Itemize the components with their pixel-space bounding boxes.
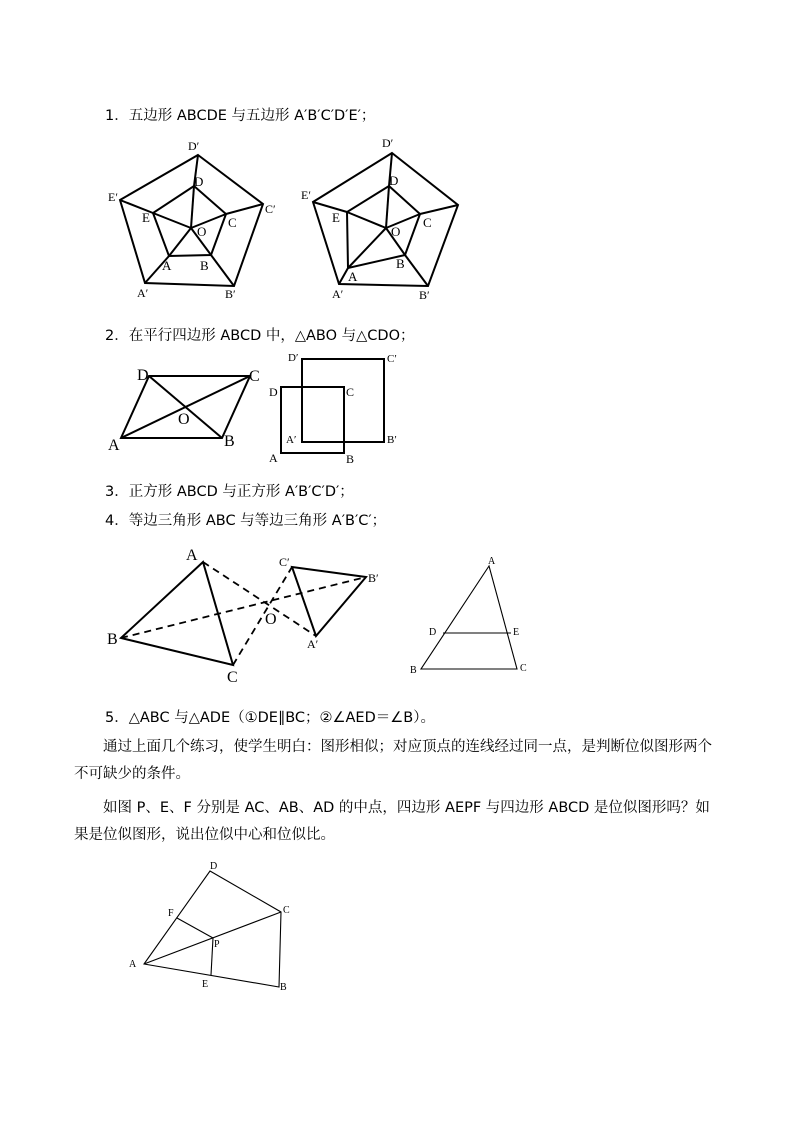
label-d-prime: D′ <box>288 352 299 364</box>
label-e-prime: E′ <box>301 188 311 202</box>
segment-pe <box>211 938 213 975</box>
label-o: O <box>391 224 401 239</box>
label-a-prime: A′ <box>286 434 297 446</box>
label-o: O <box>197 224 207 239</box>
label-c: C <box>346 385 355 399</box>
label-a: A <box>129 959 137 970</box>
label-d: D <box>194 174 204 189</box>
label-d: D <box>429 627 437 638</box>
exercise-4-text: 4．等边三角形 ABC 与等边三角形 A′B′C′； <box>105 513 387 529</box>
label-p: P <box>214 939 220 950</box>
label-c: C <box>520 663 527 674</box>
label-c-prime: C′ <box>265 202 276 216</box>
label-f: F <box>168 908 174 919</box>
label-b: B <box>280 982 287 993</box>
label-b-prime: B′ <box>368 571 379 585</box>
label-c: C <box>227 669 238 686</box>
segment-fp <box>177 918 213 938</box>
label-e: E <box>513 627 520 638</box>
label-c-prime: C′ <box>387 353 397 365</box>
label-a: A <box>108 437 120 454</box>
question-paragraph: 如图 P、E、F 分别是 AC、AB、AD 的中点，四边形 AEPF 与四边形 ABCD 是位似图形吗？如果是位似图形，说出位似中心和位似比。 <box>74 800 710 843</box>
label-a: A <box>269 451 278 465</box>
label-c: C <box>228 215 237 230</box>
label-d-prime: D′ <box>382 136 394 150</box>
label-e: E <box>142 210 150 225</box>
exercise-2-text: 2．在平行四边形 ABCD 中，△ABO 与△CDO； <box>105 328 415 344</box>
label-d-prime: D′ <box>188 139 200 153</box>
label-b: B <box>200 258 209 273</box>
exercise-5-text: 5．△ABC 与△ADE（①DE∥BC；②∠AED＝∠B）。 <box>105 710 435 726</box>
label-a: A <box>348 269 358 284</box>
label-b: B <box>396 256 405 271</box>
label-c: C <box>423 215 432 230</box>
label-c: C <box>283 905 290 916</box>
exercise-1-text: 1．五边形 ABCDE 与五边形 A′B′C′D′E′； <box>105 108 376 124</box>
label-e-prime: E′ <box>108 190 118 204</box>
label-a: A <box>488 556 496 567</box>
label-b-prime: B′ <box>225 287 236 301</box>
label-a-prime: A′ <box>332 287 344 301</box>
label-d: D <box>269 385 278 399</box>
label-b-prime: B′ <box>419 288 430 302</box>
label-b: B <box>224 433 235 450</box>
label-c: C <box>249 368 260 385</box>
label-a: A <box>162 258 172 273</box>
label-d: D <box>389 173 399 188</box>
label-b: B <box>346 452 355 466</box>
label-a-prime: A′ <box>307 637 319 651</box>
label-e: E <box>332 210 340 225</box>
label-o: O <box>265 611 277 628</box>
label-b: B <box>107 631 118 648</box>
label-a: A <box>186 547 198 564</box>
label-a-prime: A′ <box>137 286 149 300</box>
label-e: E <box>202 979 209 990</box>
label-b: B <box>410 665 417 676</box>
quadrilateral-abcd <box>144 871 281 987</box>
label-d: D <box>137 367 149 384</box>
label-b-prime: B′ <box>387 434 397 446</box>
exercise-3-text: 3．正方形 ABCD 与正方形 A′B′C′D′； <box>105 484 354 500</box>
label-d: D <box>210 861 218 872</box>
conclusion-paragraph: 通过上面几个练习，使学生明白：图形相似；对应顶点的连线经过同一点，是判断位似图形两个不可缺少的条件。 <box>74 739 712 782</box>
label-o: O <box>178 411 190 428</box>
label-c-prime: C′ <box>279 555 290 569</box>
